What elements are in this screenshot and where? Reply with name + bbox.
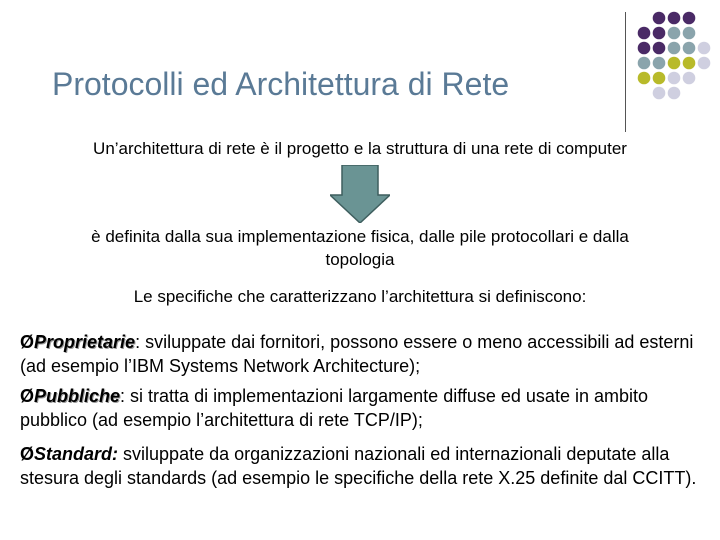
- decorative-dot: [653, 87, 666, 100]
- list-item: [20, 442, 710, 490]
- list-item: [20, 330, 710, 378]
- bullet-text: sviluppate da organizzazioni nazionali ed internazionali deputate alla stesura degli standards (ad esempio le specifiche della rete X.25 definite dal CCITT).: [20, 444, 697, 488]
- decorative-dot: [683, 42, 696, 55]
- specs-list: [20, 330, 710, 496]
- title-divider-line: [625, 12, 626, 132]
- decorative-dot: [683, 27, 696, 40]
- decorative-dot: [653, 27, 666, 40]
- decorative-dot: [638, 57, 651, 70]
- decorative-dot: [638, 72, 651, 85]
- implementation-line-2: topologia: [325, 250, 395, 269]
- implementation-text: [0, 225, 720, 271]
- decorative-dot: [668, 12, 681, 25]
- bullet-marker-icon: Ø: [20, 444, 35, 464]
- decorative-dot: [668, 57, 681, 70]
- term-standard: Standard:: [34, 444, 119, 464]
- term-pubbliche: Pubbliche: [34, 386, 121, 406]
- decorative-dot: [653, 72, 666, 85]
- bullet-text: si tratta di implementazioni largamente diffuse ed usate in ambito pubblico (ad esempio l’architettura di rete TCP/IP);: [20, 386, 648, 430]
- decorative-dot: [653, 12, 666, 25]
- decorative-dot: [638, 42, 651, 55]
- decorative-dot: [668, 72, 681, 85]
- decorative-dot: [698, 42, 711, 55]
- bullet-marker-icon: Ø: [20, 332, 35, 352]
- term-suffix: :: [135, 332, 141, 352]
- bullet-marker-icon: Ø: [20, 386, 35, 406]
- decorative-dot: [683, 72, 696, 85]
- decorative-dot: [698, 57, 711, 70]
- decorative-dot: [683, 12, 696, 25]
- bullet-text: sviluppate dai fornitori, possono essere o meno accessibili ad esterni (ad esempio l’IBM Systems Network Architecture);: [20, 332, 694, 376]
- decorative-dot: [638, 27, 651, 40]
- decorative-dot: [653, 42, 666, 55]
- term-suffix: :: [120, 386, 126, 406]
- specs-intro-text: Le specifiche che caratterizzano l’architettura si definiscono:: [133, 287, 587, 306]
- implementation-line-1: è definita dalla sua implementazione fisica, dalle pile protocollari e dalla: [91, 227, 629, 246]
- decorative-dot: [668, 42, 681, 55]
- list-item: [20, 384, 710, 432]
- decorative-dot: [668, 87, 681, 100]
- page-title: Protocolli ed Architettura di Rete: [52, 66, 510, 102]
- down-arrow-icon: [330, 165, 390, 223]
- decorative-dot: [653, 57, 666, 70]
- decorative-dot: [683, 57, 696, 70]
- definition-text: Un’architettura di rete è il progetto e la struttura di una rete di computer: [93, 139, 627, 158]
- term-proprietarie: Proprietarie: [34, 332, 136, 352]
- decorative-dot: [668, 27, 681, 40]
